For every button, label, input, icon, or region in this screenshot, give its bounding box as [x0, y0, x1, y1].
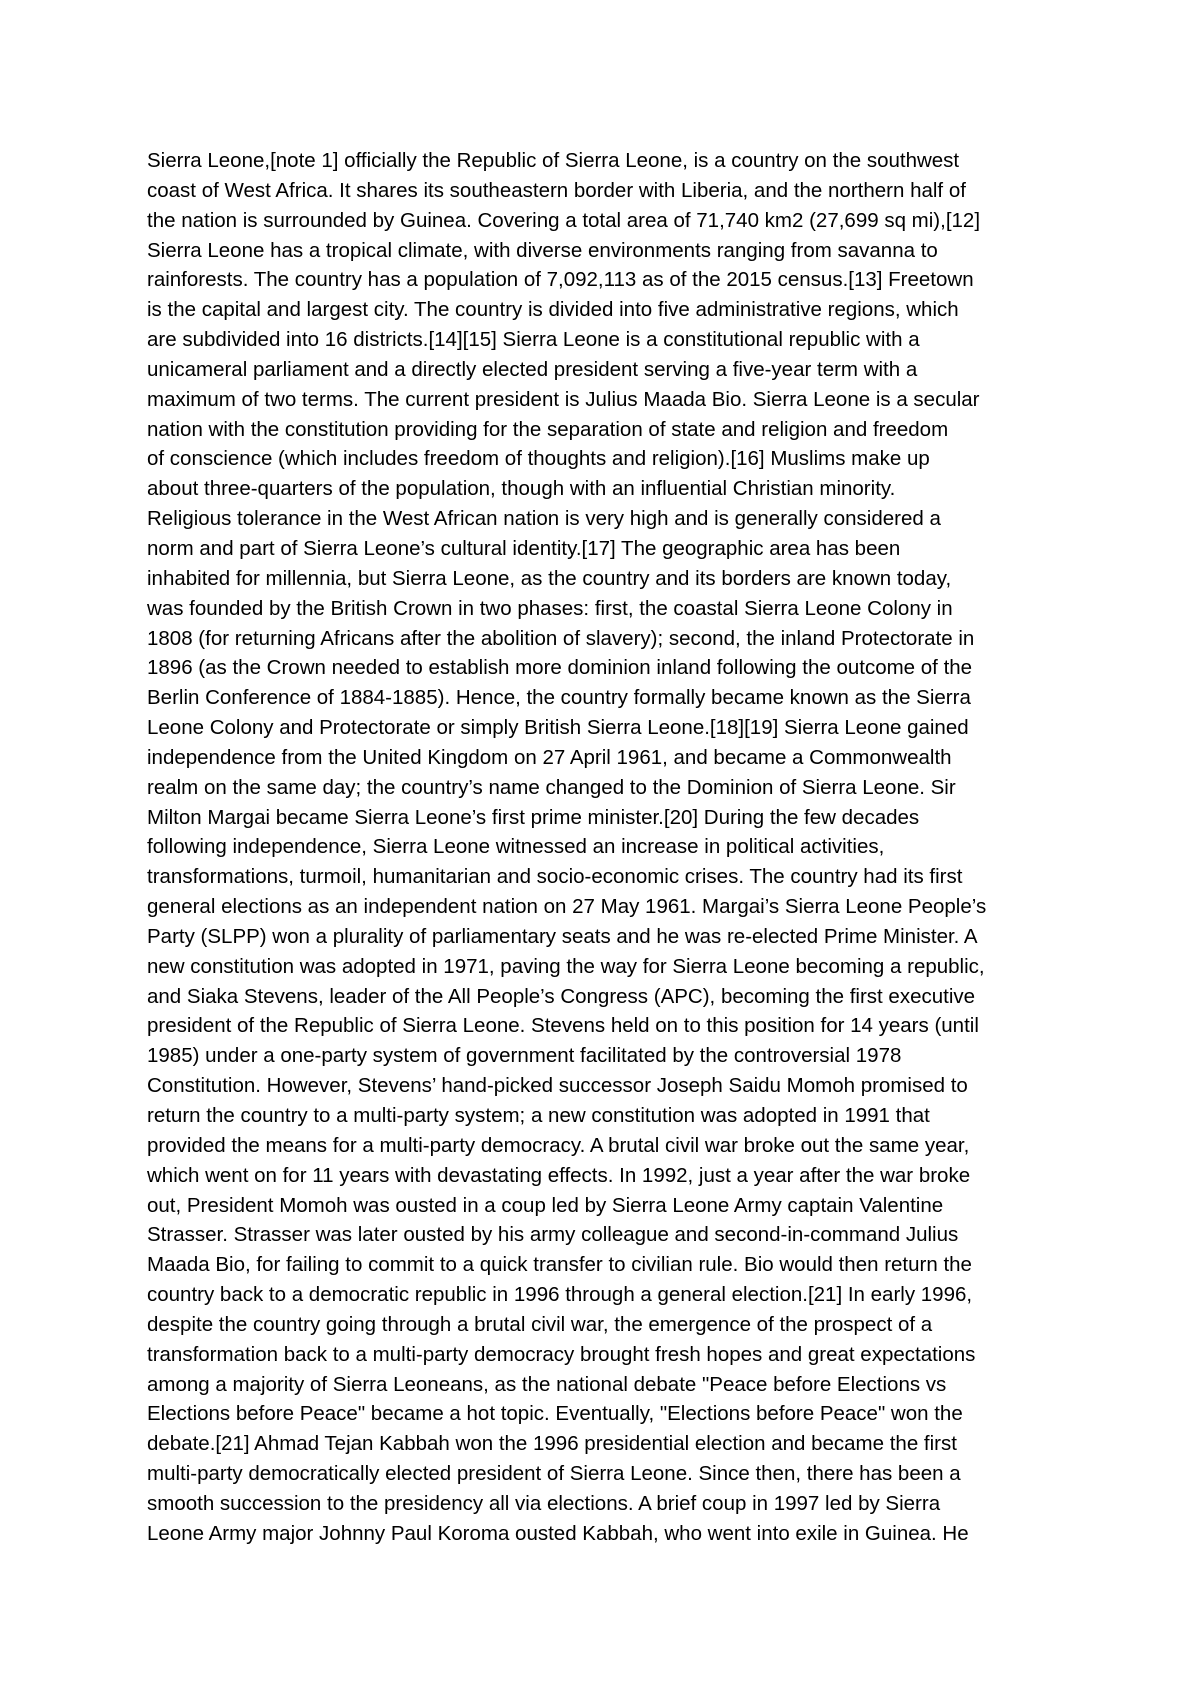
text-line: 1808 (for returning Africans after the abolition of slavery); second, the inland Protectorate in	[147, 626, 975, 650]
text-line: among a majority of Sierra Leoneans, as the national debate "Peace before Elections vs	[147, 1372, 947, 1396]
text-line: norm and part of Sierra Leone’s cultural identity.[17] The geographic area has been	[147, 536, 901, 560]
text-line: return the country to a multi-party system; a new constitution was adopted in 1991 that	[147, 1104, 930, 1127]
text-line: transformations, turmoil, humanitarian and socio-economic crises. The country had its first	[147, 865, 963, 889]
text-line: multi-party democratically elected president of Sierra Leone. Since then, there has been a	[147, 1462, 961, 1486]
text-line: provided the means for a multi-party democracy. A brutal civil war broke out the same year,	[147, 1133, 970, 1157]
text-line: is the capital and largest city. The country is divided into five administrative regions, which	[147, 298, 959, 322]
body-text	[147, 146, 1067, 1549]
text-line: debate.[21] Ahmad Tejan Kabbah won the 1996 presidential election and became the first	[147, 1432, 957, 1456]
text-line: president of the Republic of Sierra Leone. Stevens held on to this position for 14 years (until	[147, 1014, 979, 1038]
text-line: Party (SLPP) won a plurality of parliamentary seats and he was re-elected Prime Minister. A	[147, 924, 978, 948]
text-line: realm on the same day; the country’s name changed to the Dominion of Sierra Leone. Sir	[147, 775, 956, 799]
text-line: following independence, Sierra Leone witnessed an increase in political activities,	[147, 835, 885, 859]
text-line: maximum of two terms. The current president is Julius Maada Bio. Sierra Leone is a secular	[147, 387, 980, 411]
text-line: Religious tolerance in the West African nation is very high and is generally considered a	[147, 507, 941, 531]
text-line: country back to a democratic republic in 1996 through a general election.[21] In early 1996,	[147, 1283, 973, 1307]
text-line: general elections as an independent nation on 27 May 1961. Margai’s Sierra Leone People’s	[147, 895, 987, 919]
text-line: the nation is surrounded by Guinea. Covering a total area of 71,740 km2 (27,699 sq mi),[12]	[147, 208, 981, 232]
text-line: Milton Margai became Sierra Leone’s first prime minister.[20] During the few decades	[147, 805, 920, 829]
text-line: Leone Colony and Protectorate or simply British Sierra Leone.[18][19] Sierra Leone gained	[147, 716, 969, 740]
text-line: are subdivided into 16 districts.[14][15] Sierra Leone is a constitutional republic with a	[147, 328, 920, 352]
text-line: inhabited for millennia, but Sierra Leone, as the country and its borders are known today,	[147, 566, 952, 590]
text-line: Leone Army major Johnny Paul Koroma ousted Kabbah, who went into exile in Guinea. He	[147, 1521, 969, 1545]
text-line: Berlin Conference of 1884-1885). Hence, the country formally became known as the Sierra	[147, 686, 971, 710]
text-line: Sierra Leone has a tropical climate, with diverse environments ranging from savanna to	[147, 238, 938, 262]
text-line: was founded by the British Crown in two phases: first, the coastal Sierra Leone Colony in	[147, 596, 953, 620]
text-line: out, President Momoh was ousted in a coup led by Sierra Leone Army captain Valentine	[147, 1193, 944, 1217]
text-line: Strasser. Strasser was later ousted by his army colleague and second-in-command Julius	[147, 1223, 959, 1247]
text-line: 1896 (as the Crown needed to establish more dominion inland following the outcome of the	[147, 656, 973, 680]
text-line: new constitution was adopted in 1971, paving the way for Sierra Leone becoming a republic,	[147, 954, 985, 978]
text-line: Elections before Peace" became a hot topic. Eventually, "Elections before Peace" won the	[147, 1402, 963, 1426]
text-line: 1985) under a one-party system of government facilitated by the controversial 1978	[147, 1044, 902, 1068]
text-line: and Siaka Stevens, leader of the All People’s Congress (APC), becoming the first executive	[147, 984, 976, 1008]
text-line: Sierra Leone,[note 1] officially the Republic of Sierra Leone, is a country on the southwest	[147, 149, 960, 172]
text-line: coast of West Africa. It shares its southeastern border with Liberia, and the northern half of	[147, 178, 966, 202]
text-line: smooth succession to the presidency all via elections. A brief coup in 1997 led by Sierra	[147, 1491, 941, 1515]
text-line: unicameral parliament and a directly elected president serving a five-year term with a	[147, 357, 918, 381]
text-line: which went on for 11 years with devastating effects. In 1992, just a year after the war broke	[147, 1163, 971, 1187]
text-line: Constitution. However, Stevens’ hand-picked successor Joseph Saidu Momoh promised to	[147, 1074, 968, 1098]
text-line: rainforests. The country has a population of 7,092,113 as of the 2015 census.[13] Freetown	[147, 268, 974, 292]
text-line: independence from the United Kingdom on 27 April 1961, and became a Commonwealth	[147, 745, 952, 769]
text-line: transformation back to a multi-party democracy brought fresh hopes and great expectations	[147, 1342, 976, 1366]
text-line: Maada Bio, for failing to commit to a quick transfer to civilian rule. Bio would then return the	[147, 1253, 972, 1277]
text-line: of conscience (which includes freedom of thoughts and religion).[16] Muslims make up	[147, 447, 930, 471]
text-line: about three-quarters of the population, though with an influential Christian minority.	[147, 477, 896, 501]
text-line: despite the country going through a brutal civil war, the emergence of the prospect of a	[147, 1312, 933, 1336]
text-line: nation with the constitution providing for the separation of state and religion and freedom	[147, 417, 949, 441]
